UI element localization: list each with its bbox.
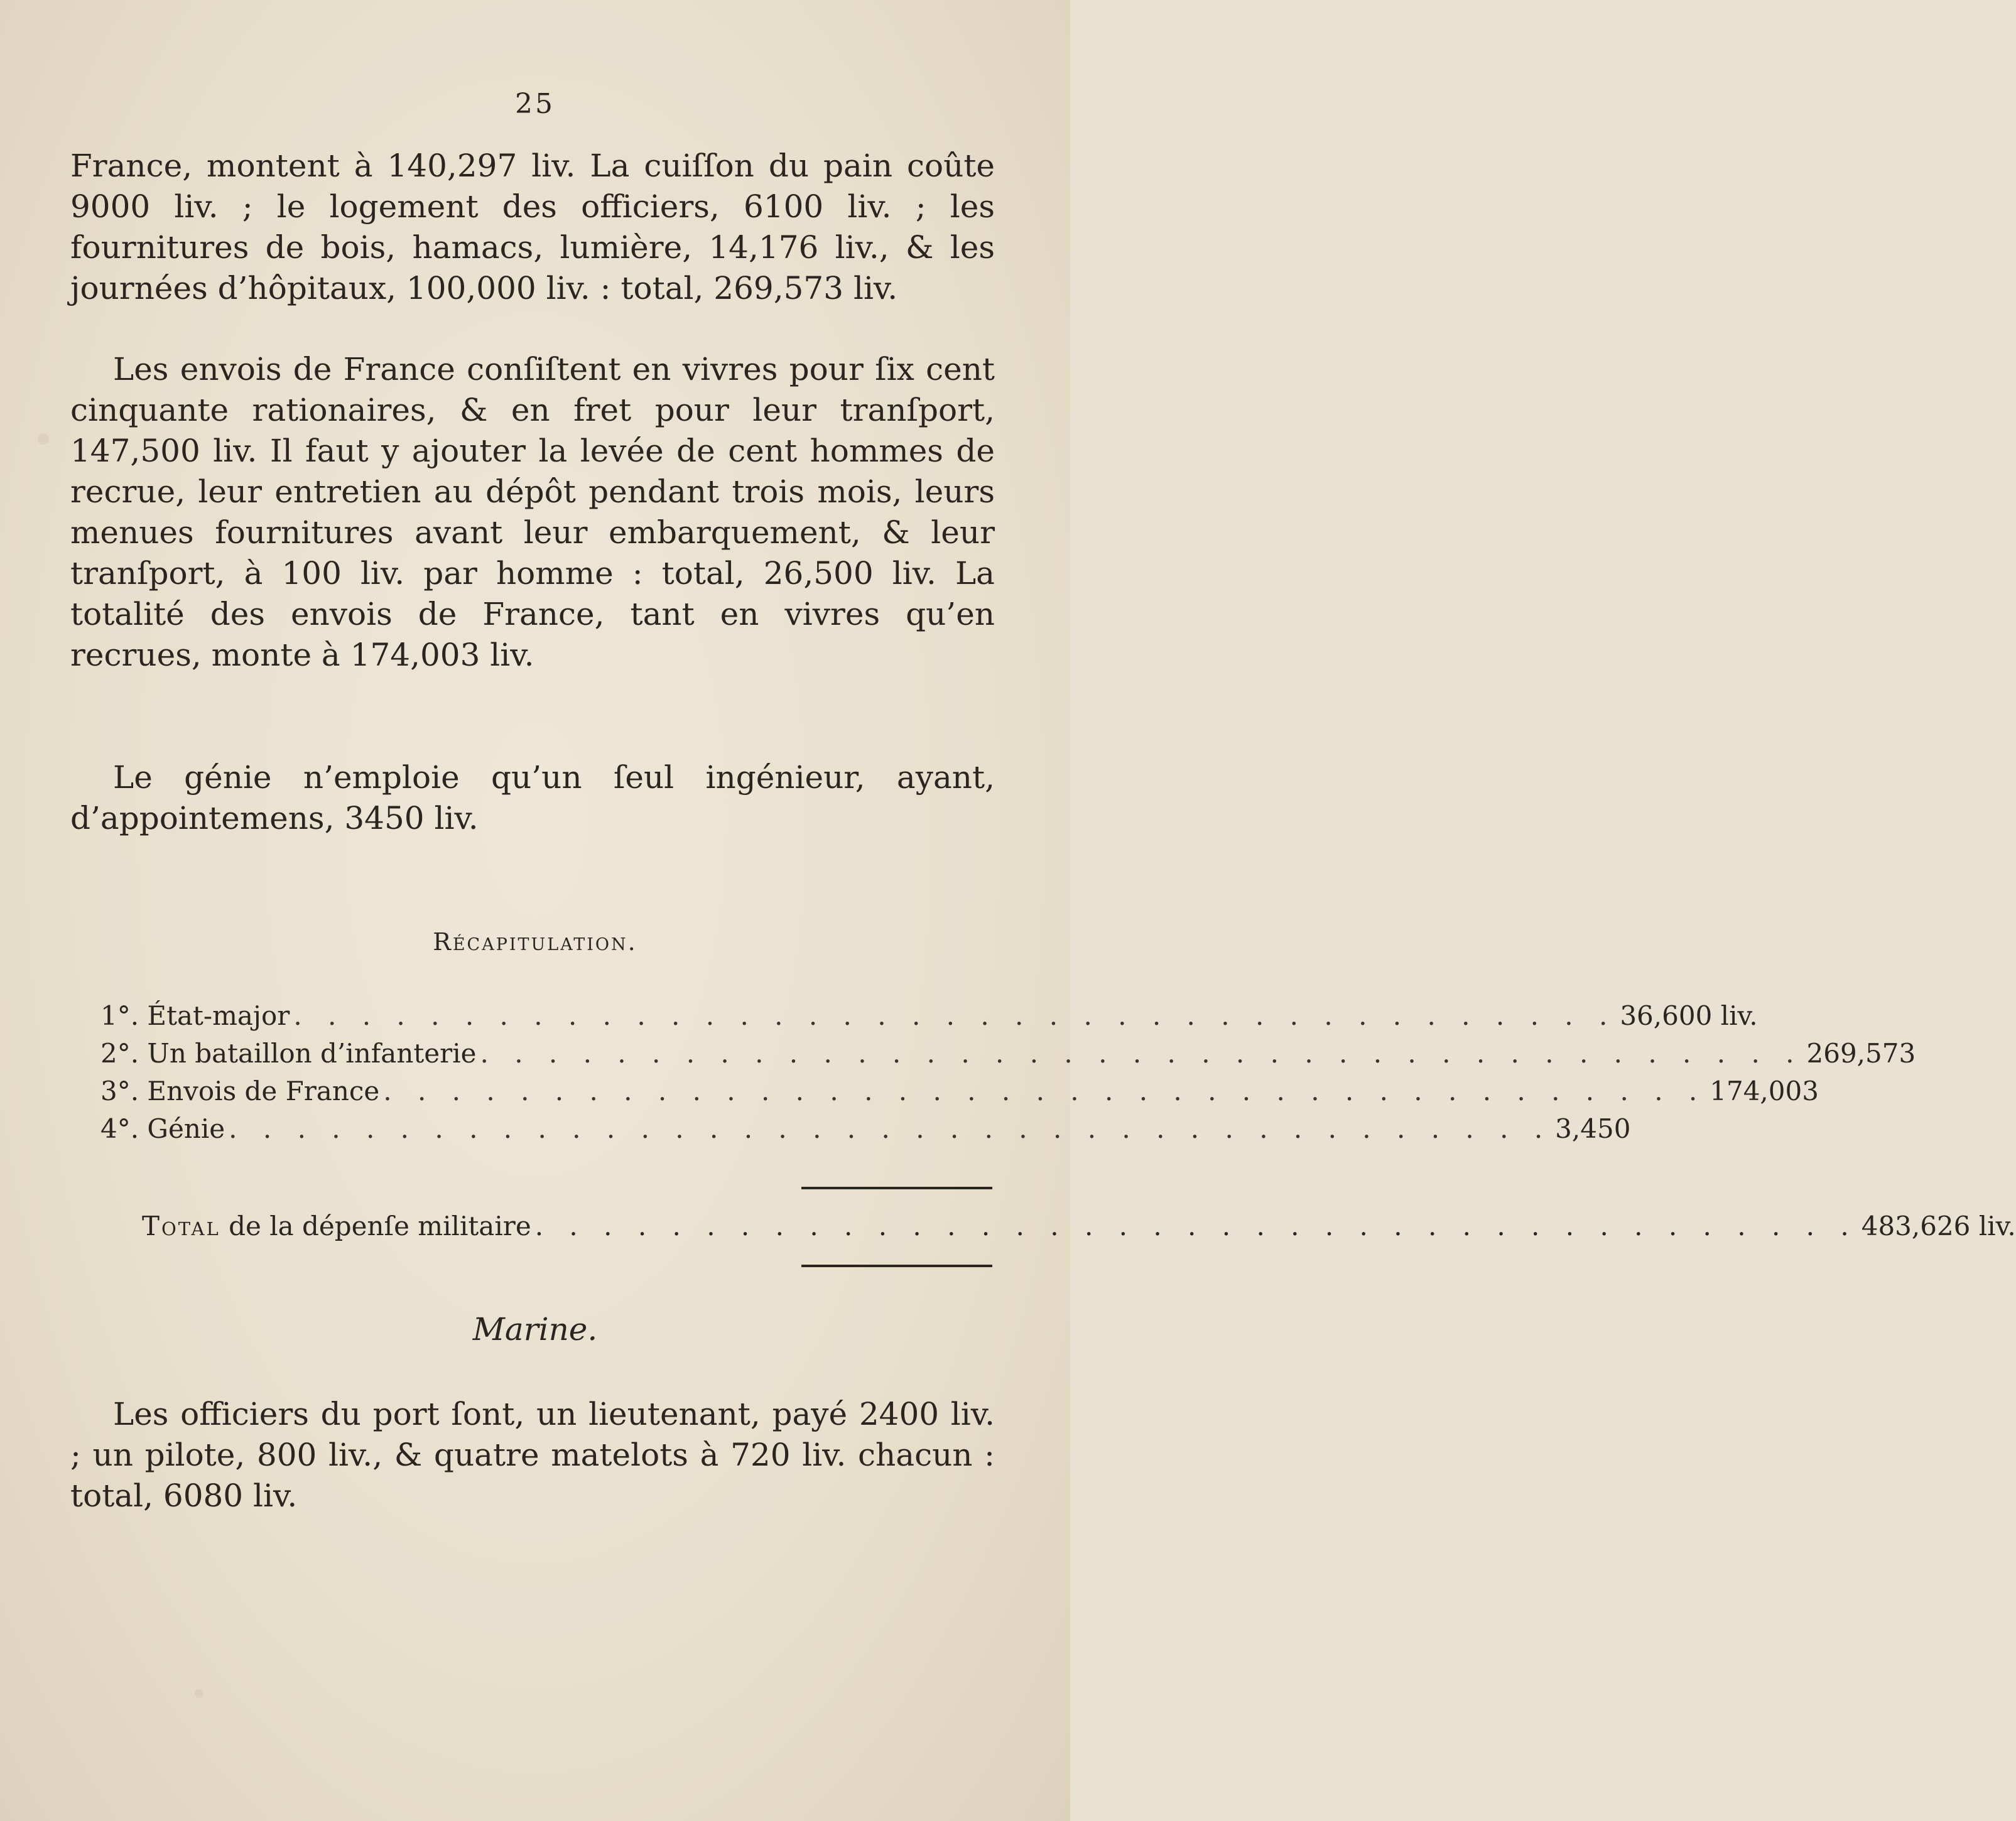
recap-row-label: 2°. Un bataillon d’infanterie <box>100 1038 477 1069</box>
recap-row <box>100 997 1758 1035</box>
page-number: 25 <box>515 88 555 120</box>
dot-leader: . . . . . . . . . . . . . . . . . . . . . . . . . . . . . . . . . . . . . . . <box>534 1211 1858 1241</box>
ink-spot <box>195 1689 203 1698</box>
recapitulation-table <box>100 997 1916 1148</box>
paragraph-marine: Les officiers du port ſont, un lieutenant, payé 2400 liv. ; un pilote, 800 liv., & quatre matelots à 720 liv. chacun : total, 6080 liv. <box>70 1396 995 1514</box>
total-row <box>142 1204 2016 1248</box>
dot-leader: . . . . . . . . . . . . . . . . . . . . . . . . . . . . . . . . . . . . . . . <box>229 1113 1552 1144</box>
recapitulation-heading: Récapitulation. <box>433 928 637 956</box>
recap-row-amount: 269,573 <box>1806 1038 1916 1069</box>
paragraph-genie: Le génie n’emploie qu’un ſeul ingénieur, ayant, d’appointemens, 3450 liv. <box>70 759 995 836</box>
sum-rule <box>801 1187 992 1189</box>
recap-row-label: 1°. État-major <box>100 1000 290 1031</box>
total-label-caps: Total <box>142 1211 220 1241</box>
section-title-marine: Marine. <box>472 1311 598 1348</box>
recap-row-amount: 3,450 <box>1555 1113 1631 1144</box>
recap-row <box>100 1073 1819 1110</box>
total-label <box>142 1204 531 1248</box>
dot-leader: . . . . . . . . . . . . . . . . . . . . . . . . . . . . . . . . . . . . . . . <box>293 1000 1617 1031</box>
ink-spot <box>38 433 49 445</box>
recap-row-label: 3°. Envois de France <box>100 1076 380 1106</box>
paragraph-continuation: France, montent à 140,297 liv. La cuiſſon du pain coûte 9000 liv. ; le logement des officiers, 6100 liv. ; les fournitures de bois, hamacs, lumière, 14,176 liv., & les journées d’hôpitaux, 100,000 liv. : total, 269,573 liv. <box>70 148 995 306</box>
dot-leader: . . . . . . . . . . . . . . . . . . . . . . . . . . . . . . . . . . . . . . . <box>480 1038 1803 1069</box>
total-rule <box>801 1265 992 1267</box>
dot-leader: . . . . . . . . . . . . . . . . . . . . . . . . . . . . . . . . . . . . . . . <box>383 1076 1706 1106</box>
recap-row <box>100 1110 1631 1148</box>
total-label-rest: de la dépenſe militaire <box>220 1211 531 1241</box>
recap-row <box>100 1035 1916 1073</box>
recap-row-label: 4°. Génie <box>100 1113 225 1144</box>
paragraph-envois-de-france: Les envois de France conſiſtent en vivres pour ſix cent cinquante rationaires, & en fret pour leur tranſport, 147,500 liv. Il faut y ajouter la levée de cent hommes de recrue, leur entretien au dépôt pendant trois mois, leurs menues fournitures avant leur embarquement, & leur tranſport, à 100 liv. par homme : total, 26,500 liv. La totalité des envois de France, tant en vivres qu’en recrues, monte à 174,003 liv. <box>70 351 995 673</box>
total-amount: 483,626 liv. <box>1861 1211 2016 1241</box>
recap-row-amount: 174,003 <box>1710 1076 1819 1106</box>
recap-row-amount: 36,600 liv. <box>1620 1000 1758 1031</box>
